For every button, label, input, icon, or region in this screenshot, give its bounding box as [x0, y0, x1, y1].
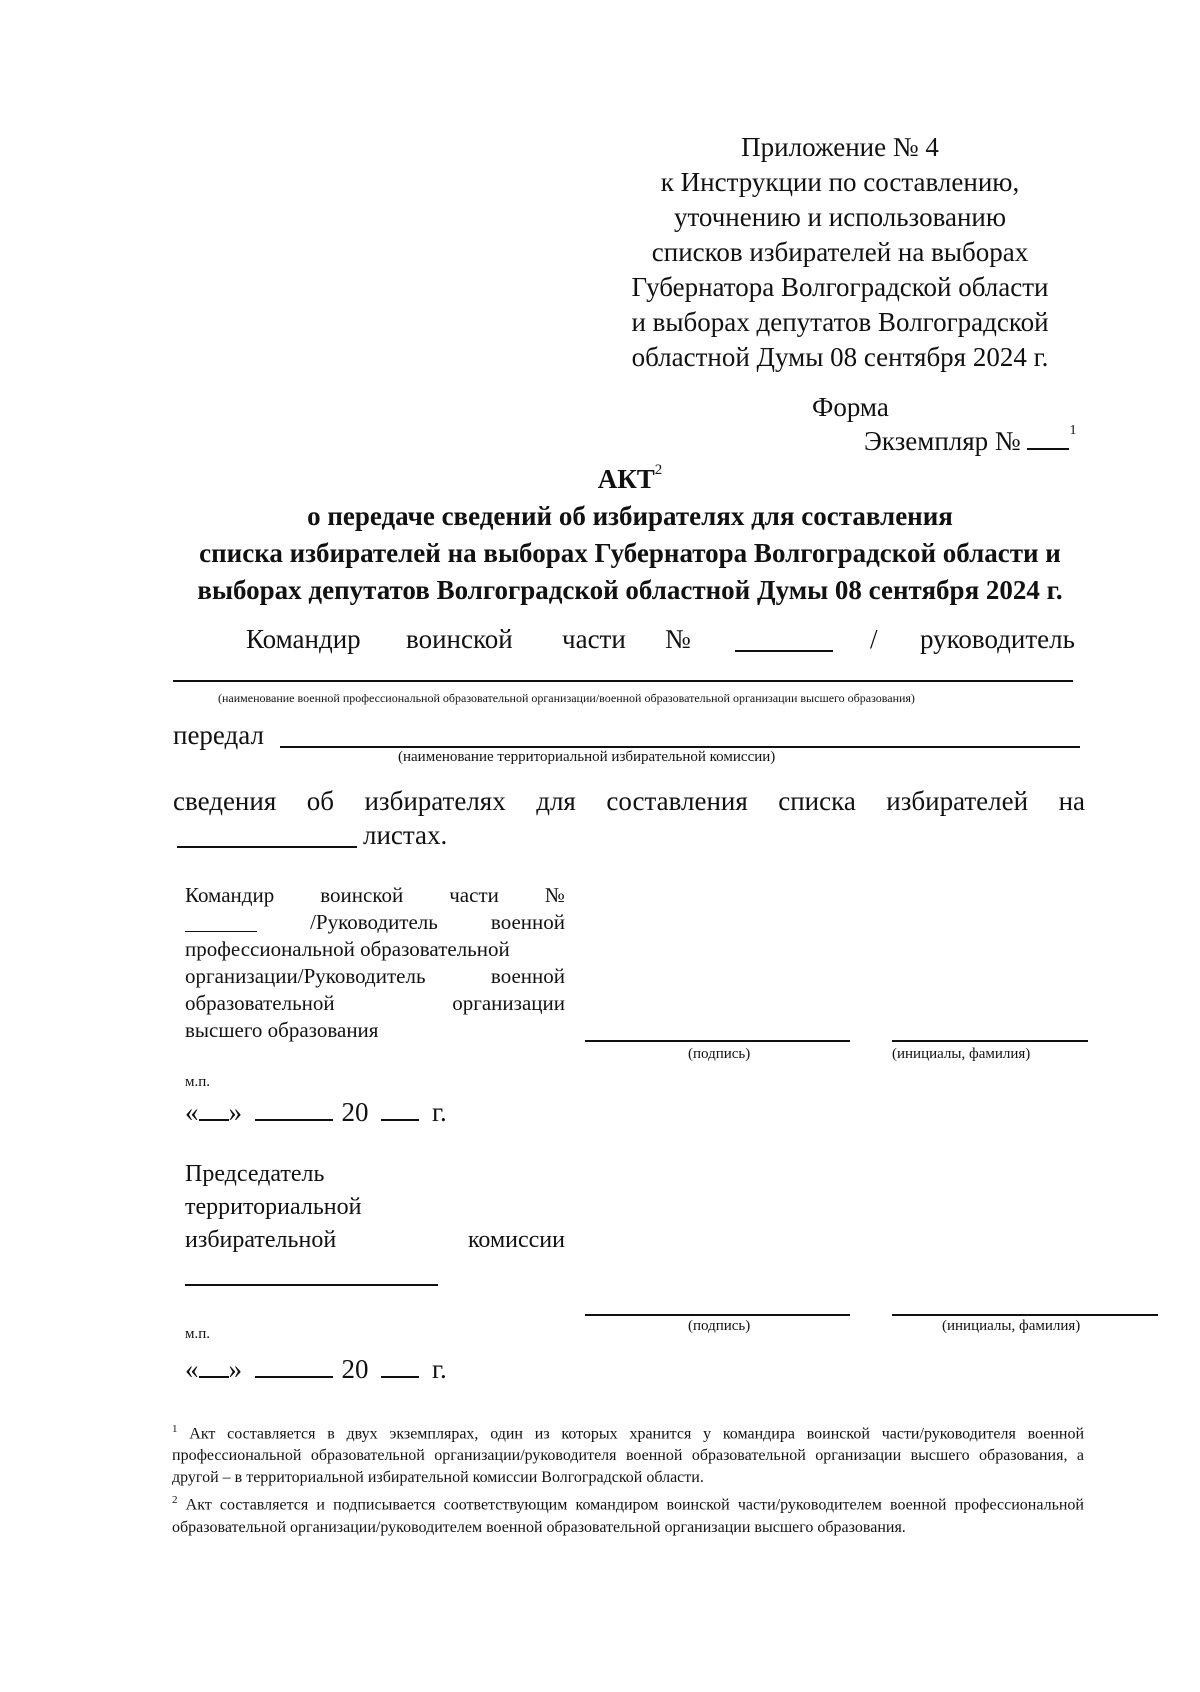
- para2-word: избирателей: [886, 786, 1029, 816]
- month-blank[interactable]: [255, 1099, 333, 1121]
- para2-word: списка: [778, 786, 856, 816]
- chair-line: территориальной: [185, 1194, 362, 1220]
- commander-line: [185, 990, 565, 1017]
- signature-caption: (подпись): [688, 1318, 751, 1334]
- footnote: [172, 1418, 1084, 1489]
- date-field: [185, 1097, 447, 1128]
- footnote-mark: 1: [172, 1423, 178, 1435]
- para1-word: Командир: [246, 624, 361, 654]
- footnote-mark: 2: [172, 1494, 178, 1507]
- year-suffix: г.: [432, 1097, 447, 1127]
- para2-word: на: [1058, 786, 1085, 816]
- copy-label: Экземпляр №: [864, 426, 1021, 456]
- commander-word: военной: [490, 910, 565, 934]
- para2-word: составления: [606, 786, 748, 816]
- copy-number: [864, 423, 1077, 457]
- commander-word: воинской: [320, 883, 404, 907]
- chair-word: избирательной: [185, 1227, 337, 1253]
- para2-word: сведения: [173, 786, 277, 816]
- date-century: 20: [341, 1097, 369, 1127]
- para1-separator: /: [870, 624, 878, 654]
- commander-line: [185, 882, 565, 909]
- para2-word: избирателях: [364, 786, 506, 816]
- appendix-line: уточнению и использованию: [673, 202, 1007, 232]
- commander-signature-field[interactable]: [585, 1040, 850, 1042]
- commander-word: Командир: [185, 883, 275, 907]
- para1-word: воинской: [406, 624, 513, 654]
- chair-signature-field[interactable]: [585, 1314, 850, 1316]
- date-quote: »: [228, 1097, 242, 1127]
- para1-word: части: [562, 624, 626, 654]
- sheets-count-blank[interactable]: [177, 846, 357, 848]
- commander-block: [185, 882, 565, 1044]
- commander-word: /Руководитель: [310, 910, 438, 934]
- footnote-text: Акт составляется в двух экземплярах, один из которых хранится у командира воинской части/руководителя военной профессиональной образовательной организации/руководителя военной образовательной организации высшего образования, а другой – в территориальной избирательной комиссии Волгоградской области.: [172, 1425, 1085, 1487]
- para2-word: об: [306, 786, 334, 816]
- stamp-label: м.п.: [185, 1326, 211, 1342]
- commander-line: высшего образования: [185, 1018, 379, 1042]
- chair-line: [185, 1224, 565, 1257]
- date-field: [185, 1354, 447, 1385]
- initials-caption: (инициалы, фамилия): [892, 1046, 1031, 1062]
- year-suffix: г.: [432, 1354, 447, 1384]
- year-blank[interactable]: [381, 1356, 419, 1378]
- commission-name-blank[interactable]: [185, 1284, 438, 1286]
- day-blank[interactable]: [199, 1356, 229, 1378]
- appendix-line: к Инструкции по составлению,: [660, 167, 1020, 197]
- appendix-line: списков избирателей на выборах: [651, 237, 1029, 267]
- chair-word: комиссии: [467, 1227, 565, 1253]
- title-line: выборах депутатов Волгоградской областной Думы 08 сентября 2024 г.: [197, 575, 1063, 605]
- title-line: о передаче сведений об избирателях для составления: [307, 501, 953, 531]
- commander-word: №: [544, 883, 565, 907]
- form-label: Форма: [812, 392, 889, 422]
- para2-end: листах.: [363, 820, 448, 850]
- appendix-line: Губернатора Волгоградской области: [631, 272, 1049, 302]
- commander-line: [185, 963, 565, 990]
- initials-caption: (инициалы, фамилия): [942, 1318, 1081, 1334]
- unit-number-blank[interactable]: [185, 909, 257, 932]
- organization-name-field[interactable]: [173, 680, 1073, 682]
- commission-caption: (наименование территориальной избирательной комиссии): [398, 749, 776, 765]
- commander-word: организации/Руководитель: [185, 964, 426, 988]
- footnotes: [172, 1418, 1084, 1539]
- copy-number-blank[interactable]: [1027, 426, 1069, 450]
- day-blank[interactable]: [199, 1099, 229, 1121]
- appendix-header: [590, 130, 1090, 375]
- date-quote: »: [228, 1354, 242, 1384]
- chair-line: Председатель: [185, 1161, 325, 1187]
- unit-number-blank[interactable]: [735, 650, 833, 652]
- transfer-label: передал: [173, 720, 264, 750]
- date-century: 20: [341, 1354, 369, 1384]
- commander-line: профессиональной образовательной: [185, 937, 510, 961]
- para1-word: руководитель: [920, 624, 1075, 654]
- commander-word: военной: [490, 964, 565, 988]
- appendix-line: областной Думы 08 сентября 2024 г.: [631, 342, 1049, 372]
- para2-word: для: [536, 786, 576, 816]
- footnote: [172, 1489, 1084, 1538]
- appendix-line: и выборах депутатов Волгоградской: [631, 307, 1049, 337]
- stamp-label: м.п.: [185, 1074, 211, 1090]
- signature-caption: (подпись): [688, 1046, 751, 1062]
- commander-word: части: [449, 883, 499, 907]
- footnote-text: Акт составляется и подписывается соответствующим командиром воинской части/руководителем военной профессиональной образовательной организации/руководителем военной образовательной организации высшего образования.: [172, 1496, 1084, 1536]
- footnote-mark: 2: [654, 462, 663, 478]
- para2-line: [173, 786, 1085, 817]
- organization-caption: (наименование военной профессиональной образовательной организации/военной образовательной организации высшего образования): [218, 691, 915, 705]
- commander-word: организации: [452, 991, 565, 1015]
- commander-name-field[interactable]: [892, 1040, 1088, 1042]
- year-blank[interactable]: [381, 1099, 419, 1121]
- appendix-line: Приложение № 4: [741, 132, 939, 162]
- chair-name-field[interactable]: [892, 1314, 1158, 1316]
- title-line: списка избирателей на выборах Губернатора Волгоградской области и: [199, 538, 1061, 568]
- commander-line: [185, 909, 565, 936]
- commander-word: образовательной: [185, 991, 335, 1015]
- date-quote: «: [185, 1097, 199, 1127]
- para1-word: №: [665, 624, 691, 654]
- commission-name-field[interactable]: [280, 746, 1080, 748]
- footnote-mark: 1: [1069, 423, 1077, 438]
- document-title: [170, 456, 1090, 609]
- act-heading: [170, 456, 1090, 498]
- chair-block: [185, 1158, 565, 1257]
- month-blank[interactable]: [255, 1356, 333, 1378]
- act-word: АКТ: [597, 464, 655, 494]
- date-quote: «: [185, 1354, 199, 1384]
